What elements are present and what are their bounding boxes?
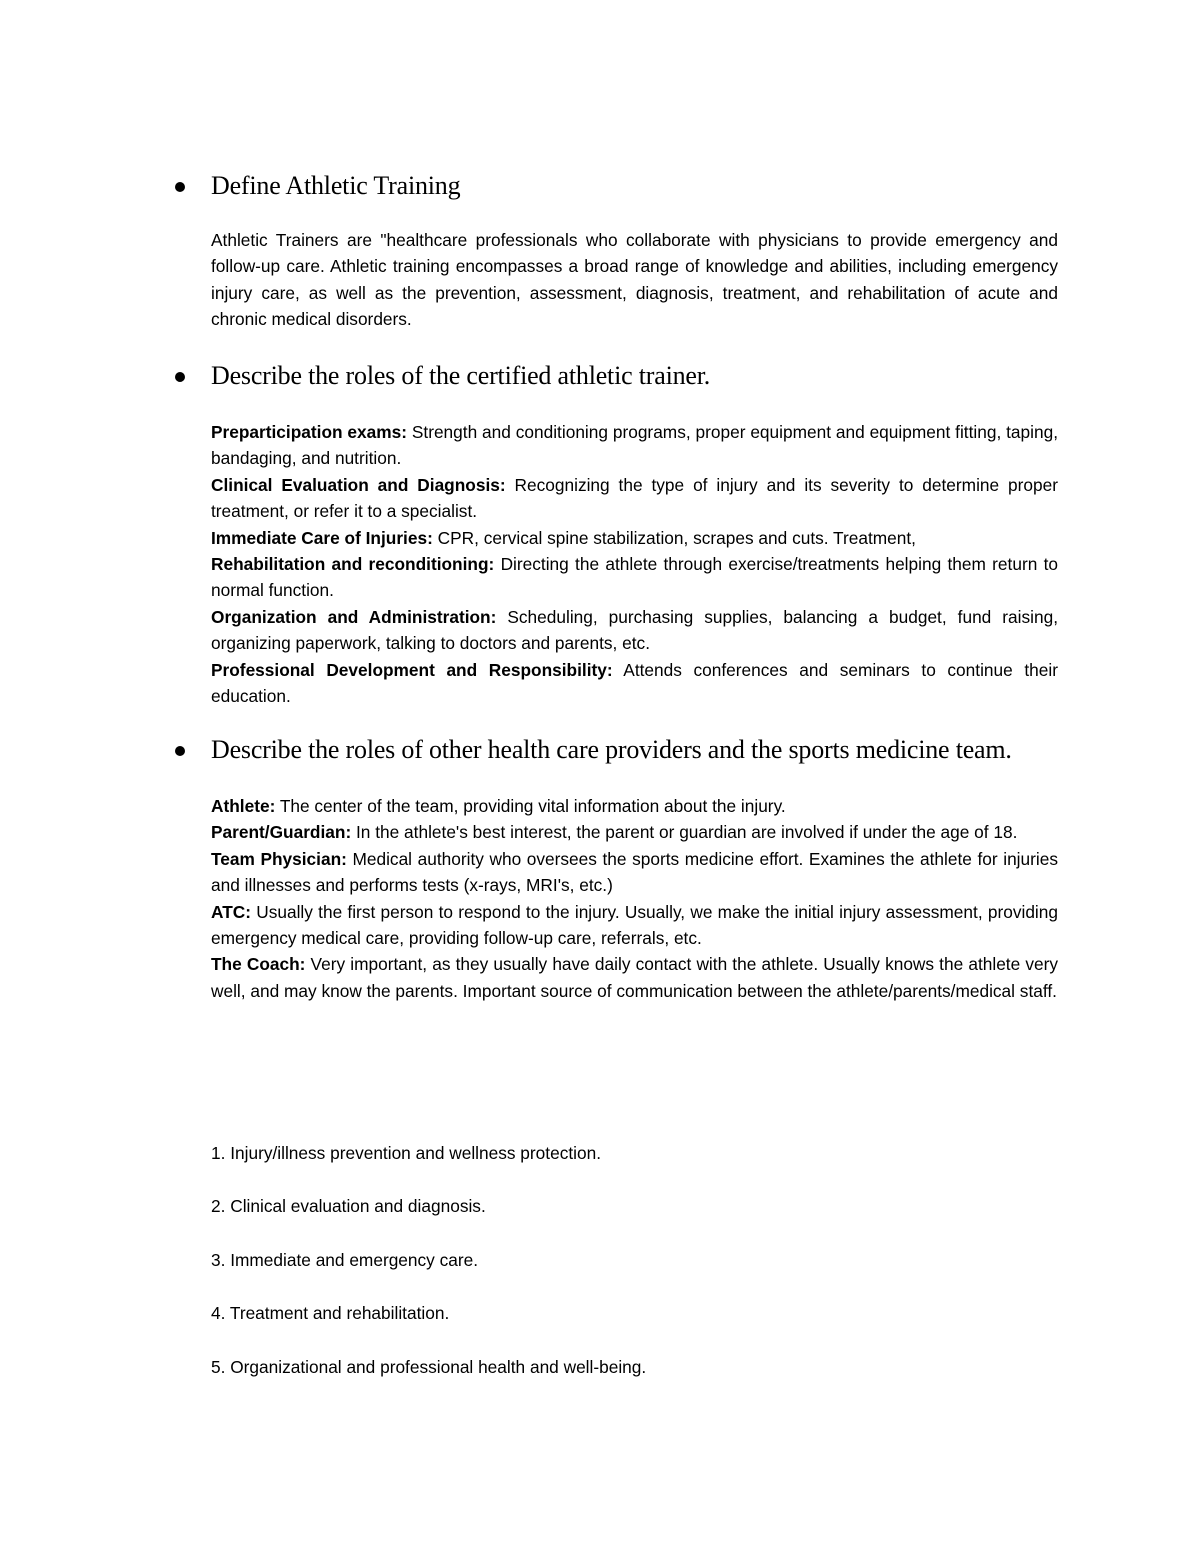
team-paragraph: [211, 951, 1058, 1004]
section-certified-athletic-trainer-roles: [0, 356, 1200, 709]
role-text: Attends conferences and seminars to continue their education.: [211, 659, 1058, 707]
team-text: Medical authority who oversees the sports medicine effort. Examines the athlete for injuries and illnesses and performs tests (x-rays, MRI's, etc.): [211, 848, 1058, 896]
numbered-list-item: 2. Clinical evaluation and diagnosis.: [211, 1196, 486, 1216]
section-body: [211, 419, 1058, 709]
role-label: Immediate Care of Injuries:: [211, 527, 433, 548]
role-label: Rehabilitation and reconditioning:: [211, 554, 495, 575]
section-heading-row: [0, 356, 1200, 396]
role-label: Clinical Evaluation and Diagnosis:: [211, 474, 506, 495]
team-text: In the athlete's best interest, the parent or guardian are involved if under the age of 18.: [351, 822, 1018, 843]
team-label: Team Physician:: [211, 848, 347, 869]
role-paragraph: [211, 551, 1058, 604]
bullet-icon: [175, 372, 185, 382]
numbered-list-item: 3. Immediate and emergency care.: [211, 1250, 479, 1270]
team-text: The center of the team, providing vital information about the injury.: [275, 796, 786, 816]
team-paragraph: [211, 899, 1058, 952]
role-paragraph: [211, 525, 1058, 551]
role-paragraph: [211, 657, 1058, 710]
section-heading: Define Athletic Training: [211, 171, 461, 200]
section-body: [211, 227, 1058, 333]
role-text: Directing the athlete through exercise/treatments helping them return to normal function.: [211, 554, 1058, 601]
section-heading-row: [0, 166, 1200, 206]
team-label: Parent/Guardian:: [211, 822, 352, 843]
team-paragraph: [211, 793, 1058, 819]
bullet-icon: [175, 182, 185, 192]
role-paragraph: [211, 472, 1058, 525]
numbered-list-item: 1. Injury/illness prevention and wellness protection.: [211, 1143, 602, 1163]
role-text: CPR, cervical spine stabilization, scrapes and cuts. Treatment,: [432, 527, 916, 548]
team-label: Athlete:: [211, 796, 276, 816]
team-label: The Coach:: [211, 954, 306, 975]
numbered-list-item: 4. Treatment and rehabilitation.: [211, 1303, 450, 1323]
role-label: Organization and Administration:: [211, 606, 497, 627]
bullet-icon: [175, 746, 185, 756]
role-label: Preparticipation exams:: [211, 422, 407, 442]
section-heading: Describe the roles of the certified athletic trainer.: [211, 361, 711, 390]
paragraph: [211, 227, 1058, 333]
paragraph-text: Athletic Trainers are "healthcare professionals who collaborate with physicians to provide emergency and follow-up care. Athletic training encompasses a broad range of knowledge and abilities, including emergency injury care, as well as the prevention, assessment, diagnosis, treatment, and rehabilitation of acute and chronic medical disorders.: [211, 230, 1058, 330]
role-paragraph: [211, 604, 1058, 657]
role-label: Professional Development and Responsibility:: [211, 659, 613, 680]
role-text: Recognizing the type of injury and its severity to determine proper treatment, or refer it to a specialist.: [211, 474, 1058, 522]
section-heading: Describe the roles of other health care providers and the sports medicine team.: [211, 735, 1012, 764]
team-paragraph: [211, 846, 1058, 899]
section-body: [211, 793, 1058, 1004]
role-paragraph: [211, 419, 1058, 472]
role-text: Scheduling, purchasing supplies, balancing a budget, fund raising, organizing paperwork, talking to doctors and parents, etc.: [211, 606, 1058, 654]
team-label: ATC:: [211, 901, 251, 922]
team-paragraph: [211, 819, 1058, 845]
numbered-list-item: 5. Organizational and professional health and well-being.: [211, 1357, 647, 1377]
section-define-athletic-training: [0, 166, 1200, 333]
role-text: Strength and conditioning programs, proper equipment and equipment fitting, taping, bandaging, and nutrition.: [211, 422, 1058, 469]
section-heading-row: [0, 730, 1200, 770]
section-sports-medicine-team: [0, 730, 1200, 1004]
team-text: Usually the first person to respond to the injury. Usually, we make the initial injury assessment, providing emergency medical care, providing follow-up care, referrals, etc.: [211, 901, 1058, 949]
team-text: Very important, as they usually have daily contact with the athlete. Usually knows the athlete very well, and may know the parents. Important source of communication between the athlete/parents/medical staff.: [211, 954, 1058, 1001]
